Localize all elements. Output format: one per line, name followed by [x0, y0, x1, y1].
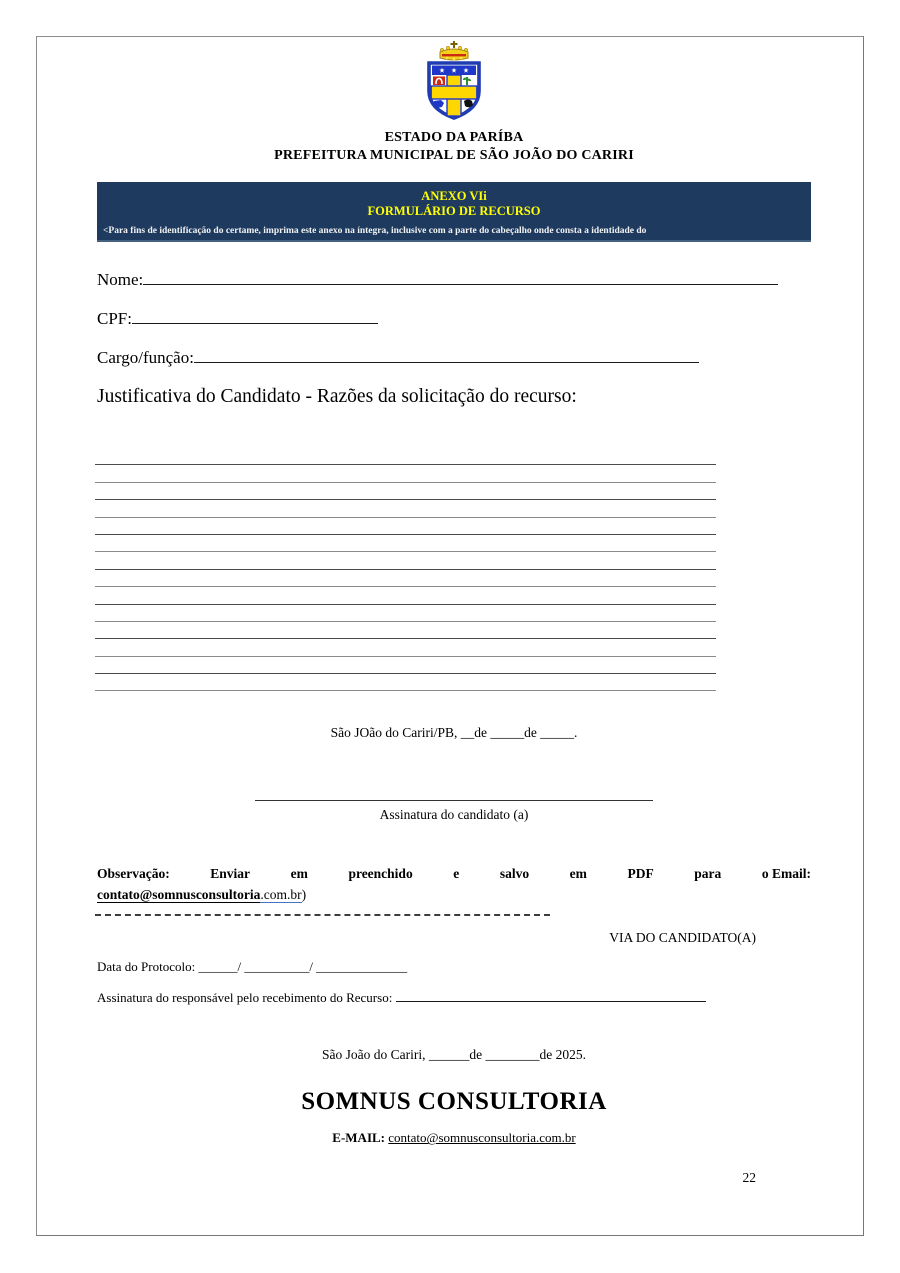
cpf-label: CPF: — [97, 309, 132, 328]
observation-paren: ) — [301, 887, 307, 903]
writing-line — [95, 657, 716, 674]
form-title: FORMULÁRIO DE RECURSO — [367, 204, 541, 218]
observation-word: para — [694, 866, 722, 882]
role-blank-line — [194, 346, 699, 363]
writing-line — [95, 622, 716, 639]
receiver-signature-field — [97, 989, 811, 1006]
writing-line — [95, 552, 716, 569]
observation-email-link[interactable]: contato@somnusconsultoria — [97, 887, 261, 903]
receiver-signature-blank-line — [396, 989, 706, 1002]
annex-banner — [97, 182, 811, 242]
justification-heading: Justificativa do Candidato - Razões da solicitação do recurso: — [97, 386, 577, 407]
candidate-signature-caption: Assinatura do candidato (a) — [379, 807, 529, 823]
writing-lines — [95, 448, 716, 691]
writing-line — [95, 465, 716, 482]
observation-word: em — [290, 866, 308, 882]
footer-email-block — [97, 1129, 811, 1146]
role-label: Cargo/função: — [97, 348, 194, 367]
observation-line1 — [97, 863, 811, 884]
cpf-blank-line — [132, 307, 378, 324]
writing-line — [95, 639, 716, 656]
observation-word: PDF — [627, 866, 654, 882]
org-line-state: ESTADO DA PARÍBA — [384, 130, 524, 145]
observation-word: e — [453, 866, 460, 882]
observation-word: salvo — [499, 866, 530, 882]
writing-line — [95, 535, 716, 552]
writing-line — [95, 587, 716, 604]
writing-line — [95, 448, 716, 465]
page-number: 22 — [742, 1170, 756, 1186]
name-label: Nome: — [97, 270, 144, 289]
company-name: SOMNUS CONSULTORIA — [301, 1088, 607, 1116]
receiver-signature-label: Assinatura do responsável pelo recebimento do Recurso: — [97, 990, 393, 1006]
org-line-municipality: PREFEITURA MUNICIPAL DE SÃO JOÃO DO CARIRI — [274, 148, 634, 163]
candidate-signature-line — [255, 800, 653, 801]
observation-word: em — [569, 866, 587, 882]
coat-of-arms-icon — [421, 41, 487, 121]
banner-instruction-note: <Para fins de identificação do certame, imprima este anexo na íntegra, inclusive com a parte do cabeçalho onde consta a identidade do — [103, 226, 647, 236]
name-blank-line — [143, 268, 778, 285]
identification-fields — [97, 268, 811, 369]
writing-line — [95, 570, 716, 587]
writing-line — [95, 674, 716, 691]
place-date-line: São JOão do Cariri/PB, __de _____de _____. — [330, 725, 578, 741]
org-header — [97, 129, 811, 165]
writing-line — [95, 605, 716, 622]
observation-block — [97, 863, 811, 905]
company-email-link[interactable]: contato@somnusconsultoria.com.br — [388, 1130, 576, 1146]
role-field — [97, 346, 811, 369]
observation-email-domain[interactable]: .com.br — [260, 887, 302, 903]
observation-word: o Email: — [761, 866, 811, 882]
receipt-place-date-line: São João do Cariri, ______de ________de 2025. — [322, 1047, 586, 1063]
writing-line — [95, 483, 716, 500]
cut-here-dashed-line — [95, 914, 550, 916]
observation-line2 — [97, 884, 811, 905]
candidate-copy-label: VIA DO CANDIDATO(A) — [609, 930, 756, 946]
name-field — [97, 268, 811, 291]
annex-title: ANEXO VIi — [421, 189, 487, 203]
document-page — [36, 36, 864, 1236]
email-label: E-MAIL: — [332, 1130, 385, 1146]
cpf-field — [97, 307, 811, 330]
observation-word: Observação: — [97, 866, 170, 882]
observation-word: Enviar — [210, 866, 251, 882]
crest-container — [97, 41, 811, 126]
observation-word: preenchido — [348, 866, 413, 882]
writing-line — [95, 500, 716, 517]
protocol-date-line: Data do Protocolo: ______/ __________/ ______________ — [97, 959, 408, 975]
writing-line — [95, 518, 716, 535]
